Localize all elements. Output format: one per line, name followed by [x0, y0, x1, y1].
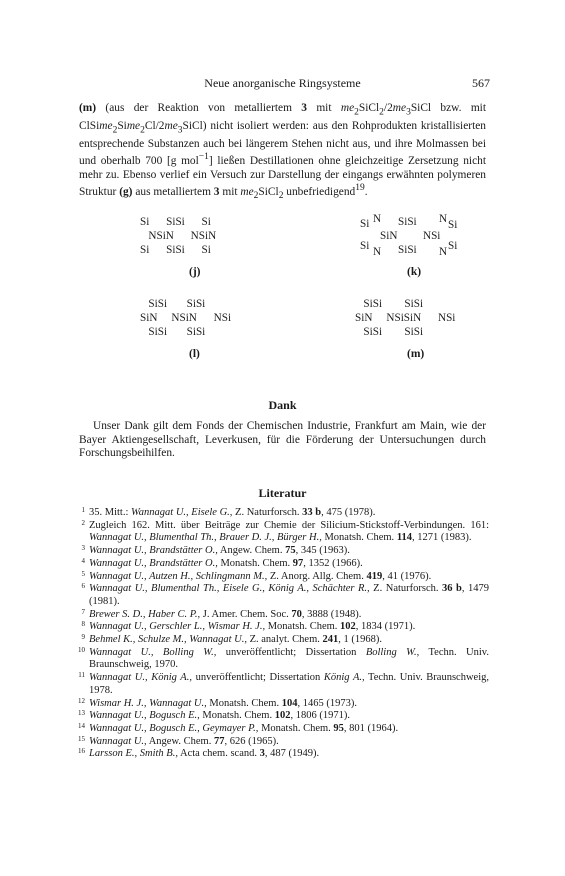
reference-item: 16 Larsson E., Smith B., Acta chem. scand. 3, 487 (1949). — [78, 747, 320, 760]
dank-paragraph: Unser Dank gilt dem Fonds der Chemischen Industrie, Frankfurt am Main, wie der Bayer Aktiengesellschaft, Leverkusen, für die Förderung der Untersuchungen durch Forschungsbeihilfen. — [79, 420, 486, 460]
structure-j-row-3: Si SiSi Si — [140, 244, 211, 256]
intro-paragraph: (m) (aus der Reaktion von metalliertem 3 mit $me_2SiCl_2/2me_3SiCl$ bzw. mit $ClSime_2Sime_2Cl/2me_3SiCl$) nicht isoliert werden: aus den Rohprodukten kristallisierten entsprechende Substanzen auch bei längerem Stehen nicht aus, und ihre Molmassen bei und oberhalb 700 [g mol$^{-1}$] ließen Destillationen ohne gleichzeitige Zersetzung nicht mehr zu. Ebenso verlief ein Versuch zur Darstellung der eingangs erwähnten polymeren Struktur (g) aus metalliertem 3 mit $me_2SiCl_2$ unbefriedigend$^{19}$. — [79, 102, 487, 202]
structure-l-label: (l) — [189, 348, 200, 360]
structure-k-atom: SiN — [380, 230, 398, 242]
literatur-heading: Literatur — [258, 486, 307, 500]
structure-m-label: (m) — [407, 348, 425, 360]
reference-item: 4 Wannagat U., Brandstätter O., Monatsh. Chem. 97, 1352 (1966). — [81, 556, 363, 569]
reference-item: 15 Wannagat U., Angew. Chem. 77, 626 (1965). — [78, 734, 279, 747]
reference-item: 5 Wannagat U., Autzen H., Schlingmann M., Z. Anorg. Allg. Chem. 419, 41 (1976). — [81, 569, 432, 582]
structure-k-atom: Si — [448, 219, 458, 231]
page-number: 567 — [472, 76, 490, 90]
reference-item: 10 Wannagat U., Bolling W., unveröffentlicht; Dissertation Bolling W., Techn. Univ. Braunschweig, 1970. — [78, 645, 490, 671]
structure-j-label: (j) — [189, 266, 201, 278]
structure-k-atom: Si — [360, 218, 370, 230]
structure-m-row-2: SiN NSiSiN NSi — [355, 312, 456, 324]
reference-item: 14 Wannagat U., Bogusch E., Geymayer P., Monatsh. Chem. 95, 801 (1964). — [78, 721, 399, 734]
reference-item: 2 Zugleich 162. Mitt. über Beiträge zur Chemie der Silicium-Stickstoff-Verbindungen. 161: Wannagat U., Blumenthal Th., Brauer D. J., Bürger H., Monatsh. Chem. 114, 1271 (1983). — [81, 518, 489, 544]
structure-k-atom: SiSi — [398, 244, 417, 256]
reference-item: 13 Wannagat U., Bogusch E., Monatsh. Chem. 102, 1806 (1971). — [78, 709, 350, 722]
structure-k-label: (k) — [407, 266, 422, 278]
structure-k-atom: N — [373, 246, 382, 258]
structure-k-atom: NSi — [423, 230, 441, 242]
reference-item: 12 Wismar H. J., Wannagat U., Monatsh. Chem. 104, 1465 (1973). — [78, 696, 357, 709]
structure-l-row-3: SiSi SiSi — [140, 326, 206, 338]
reference-item: 11 Wannagat U., König A., unveröffentlicht; Dissertation König A., Techn. Univ. Braunschweig, 1978. — [78, 671, 489, 696]
structure-l-row-2: SiN NSiN NSi — [140, 312, 232, 324]
reference-item: 7 Brewer S. D., Haber C. P., J. Amer. Chem. Soc. 70, 3888 (1948). — [81, 607, 362, 620]
reference-item: 1 35. Mitt.: Wannagat U., Eisele G., Z. Naturforsch. 33 b, 475 (1978). — [81, 506, 376, 518]
structure-k-atom: N — [439, 246, 448, 258]
structure-m-row-3: SiSi SiSi — [355, 326, 424, 338]
structure-j-row-1: Si SiSi Si — [140, 216, 211, 228]
structure-j-row-2: NSiN NSiN — [140, 230, 217, 242]
structure-k-atom: Si — [448, 240, 458, 252]
reference-item: 9 Behmel K., Schulze M., Wannagat U., Z. analyt. Chem. 241, 1 (1968). — [81, 633, 382, 646]
running-header: Neue anorganische Ringsysteme — [204, 76, 361, 90]
structure-l-row-1: SiSi SiSi — [140, 298, 206, 310]
structure-k-atom: Si — [360, 240, 370, 252]
structure-m-row-1: SiSi SiSi — [355, 298, 424, 310]
dank-heading: Dank — [268, 398, 297, 412]
reference-item: 3 Wannagat U., Brandstätter O., Angew. Chem. 75, 345 (1963). — [81, 544, 350, 557]
structure-k-atom: N — [373, 213, 382, 225]
reference-item: 8 Wannagat U., Gerschler L., Wismar H. J., Monatsh. Chem. 102, 1834 (1971). — [81, 620, 416, 633]
reference-list — [79, 507, 489, 761]
structure-k-atom: N — [439, 213, 448, 225]
reference-item: 6 Wannagat U., Blumenthal Th., Eisele G., König A., Schächter R., Z. Naturforsch. 36 b, 1479 (1981). — [81, 582, 490, 607]
structure-k-atom: SiSi — [398, 216, 417, 228]
